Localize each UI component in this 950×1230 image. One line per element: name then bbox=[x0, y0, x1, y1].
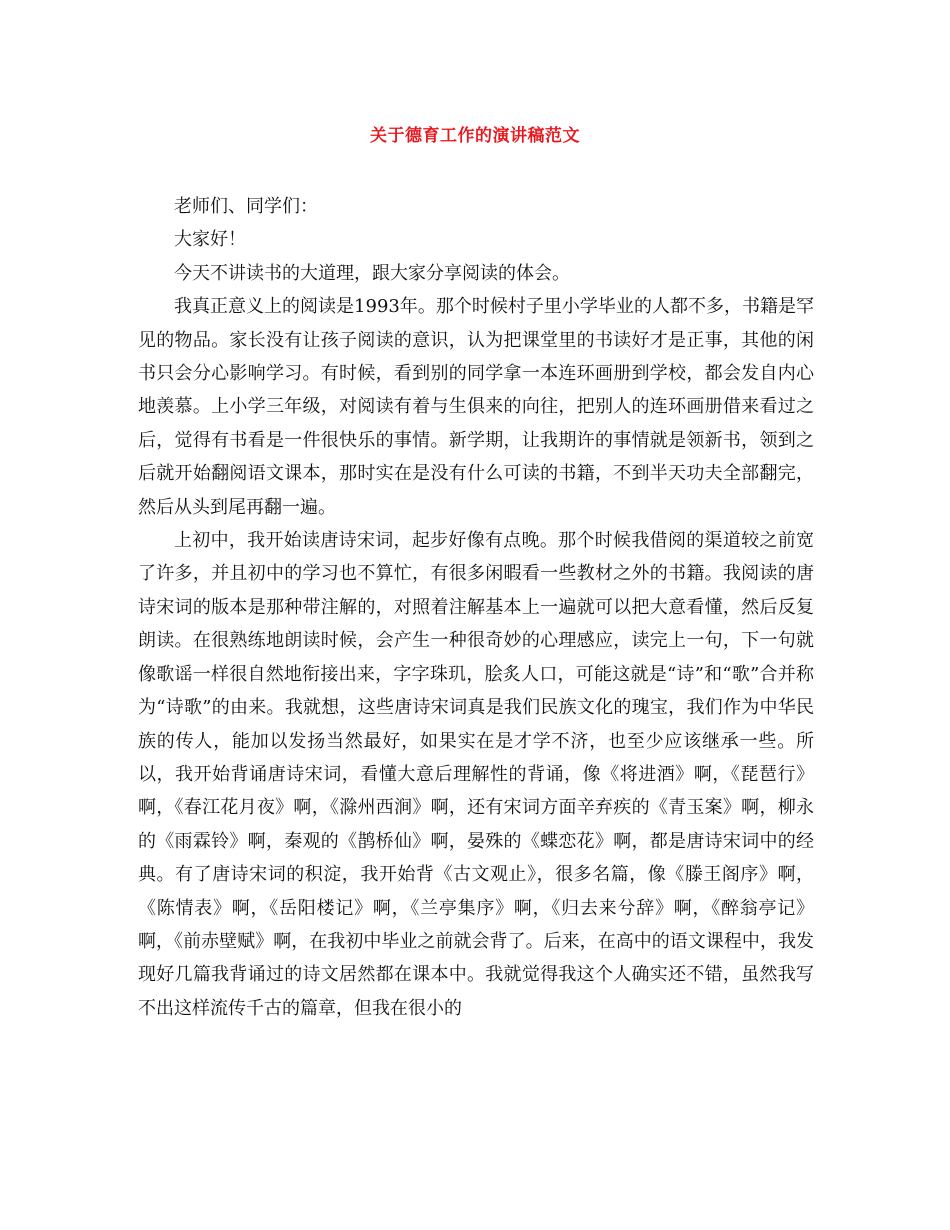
document-title: 关于德育工作的演讲稿范文 bbox=[370, 126, 580, 146]
paragraph-middle-school-poetry: 上初中，我开始读唐诗宋词，起步好像有点晚。那个时候我借阅的渠道较之前宽了许多，并且初中的学习也不算忙，有很多闲暇看一些教材之外的书籍。我阅读的唐诗宋词的版本是那种带注解的，对照着注解基本上一遍就可以把大意看懂，然后反复朗读。在很熟练地朗读时候，会产生一种很奇妙的心理感应，读完上一句，下一句就像歌谣一样很自然地衔接出来，字字珠玑，脍炙人口，可能这就是“诗”和“歌”合并称为“诗歌”的由来。我就想，这些唐诗宋词真是我们民族文化的瑰宝，我们作为中华民族的传人，能加以发扬当然最好，如果实在是才学不济，也至少应该继承一些。所以，我开始背诵唐诗宋词，看懂大意后理解性的背诵，像《将进酒》啊，《琵琶行》啊，《春江花月夜》啊，《滁州西涧》啊，还有宋词方面辛弃疾的《青玉案》啊，柳永的《雨霖铃》啊，秦观的《鹊桥仙》啊，晏殊的《蝶恋花》啊，都是唐诗宋词中的经典。有了唐诗宋词的积淀，我开始背《古文观止》，很多名篇，像《滕王阁序》啊，《陈情表》啊，《岳阳楼记》啊，《兰亭集序》啊，《归去来兮辞》啊，《醉翁亭记》啊，《前赤壁赋》啊，在我初中毕业之前就会背了。后来，在高中的语文课程中，我发现好几篇我背诵过的诗文居然都在课本中。我就觉得我这个人确实还不错，虽然我写不出这样流传千古的篇章，但我在很小的 bbox=[138, 530, 814, 1019]
document-body bbox=[138, 190, 814, 1025]
paragraph-intro: 今天不讲读书的大道理，跟大家分享阅读的体会。 bbox=[174, 262, 570, 284]
paragraph-greeting: 大家好！ bbox=[174, 229, 246, 251]
paragraph-primary-school-reading: 我真正意义上的阅读是1993年。那个时候村子里小学毕业的人都不多，书籍是罕见的物品。家长没有让孩子阅读的意识，认为把课堂里的书读好才是正事，其他的闲书只会分心影响学习。有时候，看到别的同学拿一本连环画册到学校，都会发自内心地羡慕。上小学三年级，对阅读有着与生俱来的向往，把别人的连环画册借来看过之后，觉得有书看是一件很快乐的事情。新学期，让我期许的事情就是领新书，领到之后就开始翻阅语文课本，那时实在是没有什么可读的书籍，不到半天功夫全部翻完，然后从头到尾再翻一遍。 bbox=[138, 296, 814, 518]
paragraph-salutation: 老师们、同学们： bbox=[174, 196, 318, 217]
